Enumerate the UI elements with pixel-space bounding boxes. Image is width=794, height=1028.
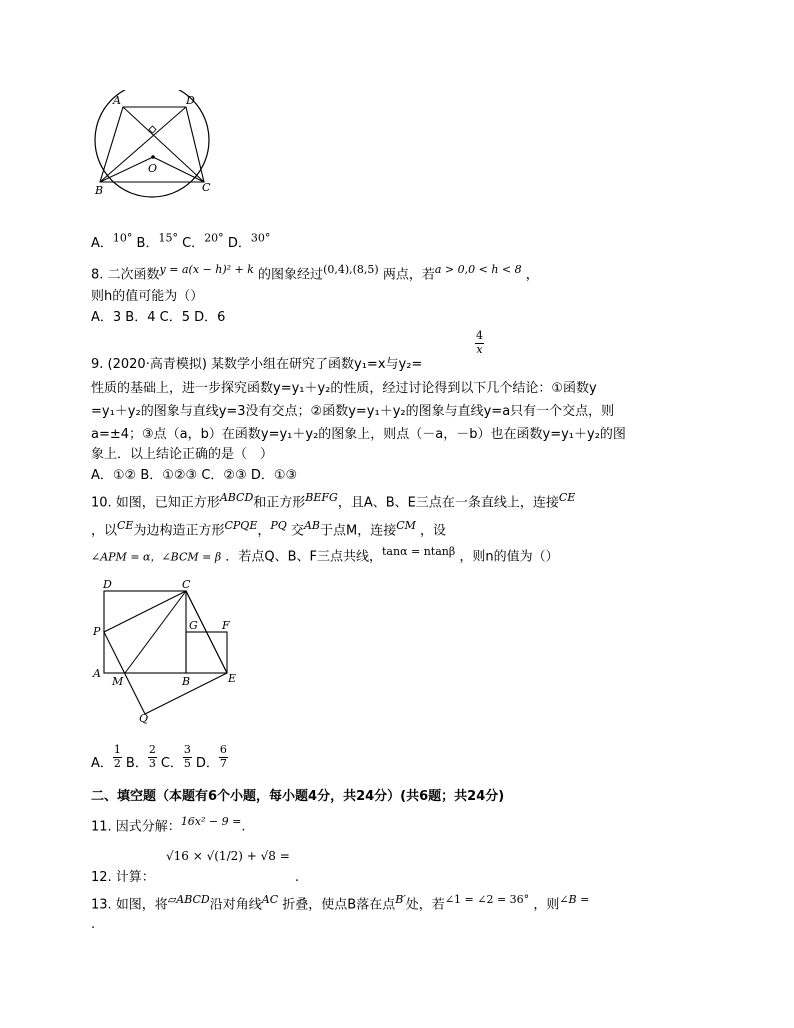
q10-line1: 10. 如图，已知正方形$^{ABCD}$和正方形$^{BEFG}$，且A、B、E三点在一条直线上，连接$^{CE}$	[91, 491, 576, 511]
q9-options: A．①② B．①②③ C．②③ D．①③	[91, 468, 298, 483]
q8-points: (0,4),(8,5)	[323, 263, 379, 276]
diagonal-bd	[100, 107, 186, 182]
square-cpqe	[104, 591, 227, 714]
fig2-label-E: E	[228, 672, 237, 685]
q11-question: 11. 因式分解：$^{16x^2 - 9 =}$.	[91, 815, 246, 835]
segment-bo	[100, 157, 153, 182]
fig2-label-D: D	[103, 578, 112, 591]
q12-expr: √16 × √(1/2) + √8 =	[166, 849, 290, 863]
q13-angles: ∠1 = ∠2 = 36°	[444, 893, 530, 906]
fig2-label-Q: Q	[139, 712, 149, 725]
fig2-label-C: C	[182, 578, 191, 591]
q9-line3: =y₁＋y₂的图象与直线y=3没有交点；②函数y=y₁＋y₂的图象与直线y=a只有一个交点，则	[91, 404, 615, 419]
fig2-label-G: G	[189, 619, 198, 632]
segment-co	[153, 157, 204, 182]
q7-option-c: C．$^{20^\circ}$	[182, 232, 224, 252]
q9-line2: 性质的基础上，进一步探究函数y=y₁＋y₂的性质，经过讨论得到以下几个结论：①函数y	[91, 381, 597, 396]
label-C: C	[202, 181, 211, 194]
fig2-label-M: M	[112, 675, 124, 688]
fig2-label-F: F	[222, 619, 230, 632]
section-2-title: 二、填空题（本题有6个小题，每小题4分，共24分）(共6题；共24分)	[91, 789, 505, 804]
q7-options	[91, 233, 270, 250]
q9-fraction: $\frac{4}{x}$	[476, 329, 483, 356]
segment-cm	[125, 591, 186, 673]
q7-option-b: B．$^{15^\circ}$	[136, 232, 178, 252]
q7-option-a: A．$^{10^\circ}$	[91, 232, 133, 252]
q10-tan: tanα = ntanβ	[382, 545, 456, 558]
label-O: O	[148, 162, 158, 175]
q10-option-a: A． $\frac{1}{2}$	[91, 743, 121, 772]
q10-angles: ∠APM = α，∠BCM = β	[91, 550, 222, 564]
diagonal-ac	[123, 107, 204, 182]
q10-option-c: C． $\frac{3}{5}$	[160, 743, 191, 772]
label-B: B	[95, 184, 104, 197]
fig2-label-A: A	[93, 667, 101, 680]
q10-option-b: B． $\frac{2}{3}$	[125, 743, 156, 772]
fig2-label-P: P	[93, 625, 101, 638]
q8-formula: y = a(x − h)² + k	[159, 263, 254, 276]
q11-expr: 16x² − 9 =	[180, 815, 242, 828]
q13-line2: .	[91, 917, 96, 932]
squares-figure	[95, 585, 240, 720]
square-abcd	[104, 591, 186, 673]
center-point	[151, 155, 155, 159]
q10-option-d: D． $\frac{6}{7}$	[195, 743, 227, 772]
q13-question: 13. 如图，将$^{▱ABCD}$沿对角线$^{AC}$ 折叠，使点B落在点$^{B'}$处，若$^{\angle 1 = \angle 2 = 36^\circ}$ ，则$^{\angle B =}$	[91, 893, 590, 913]
q8-question: 8. 二次函数$^{y = a(x - h)^2 + k}$ 的图象经过$^{(0,4),(8,5)}$ 两点，若$^{a > 0,0 < h < 8}$ ，	[91, 263, 539, 283]
q8-line2: 则h的值可能为（）	[91, 289, 204, 304]
square-befg	[186, 632, 227, 673]
q7-option-d: D．$^{30^\circ}$	[227, 232, 271, 252]
q10-options	[91, 744, 228, 770]
q10-line2: ，以$^{CE}$为边构造正方形$^{CPQE}$，$^{PQ}$ 交$^{AB}$于点M，连接$^{CM}$ ，设	[91, 519, 447, 539]
q9-line4: a=±4；③点（a，b）在函数y=y₁＋y₂的图象上，则点（－a，－b）也在函数y=y₁＋y₂的图	[91, 427, 626, 442]
q8-condition: a > 0,0 < h < 8	[434, 263, 522, 276]
fig2-label-B: B	[182, 675, 191, 688]
q12-question: 12. 计算： .	[91, 870, 299, 885]
q9-line5: 象上．以上结论正确的是（ ）	[91, 447, 274, 462]
label-D: D	[186, 94, 195, 107]
q10-line3: ∠APM = α，∠BCM = β ．若点Q、B、F三点共线，$^{tan\alpha = ntan\beta}$ ，则n的值为（）	[91, 545, 559, 565]
q9-line1: 9. (2020·高青模拟) 某数学小组在研究了函数y₁=x与y₂=	[91, 357, 423, 372]
label-A: A	[113, 94, 121, 107]
q8-options: A．3 B．4 C．5 D．6	[91, 310, 226, 325]
